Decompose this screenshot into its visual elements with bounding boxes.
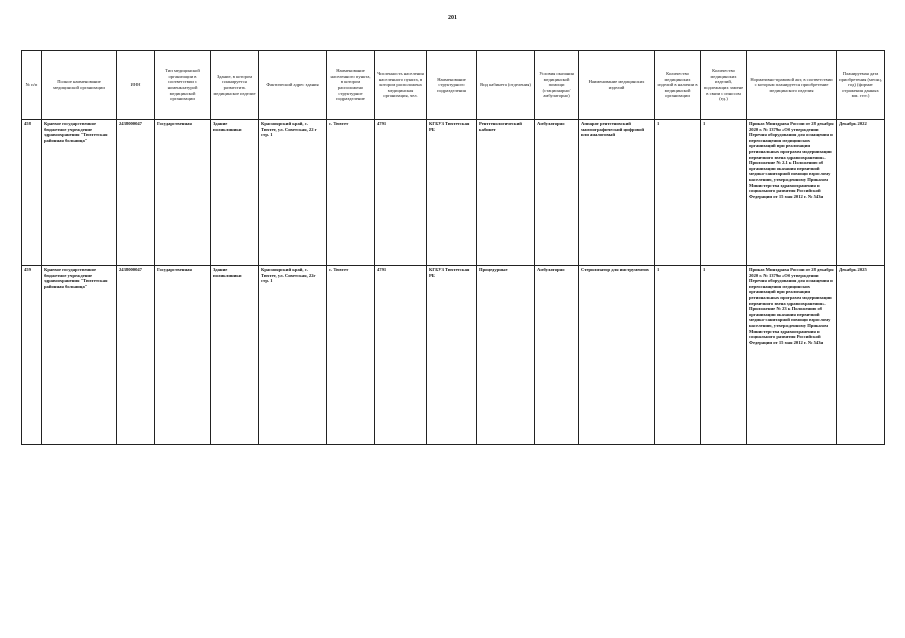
cell-legal-act: Приказ Минздрава России от 28 декабря 2020 г. № 1379н «Об утверждении Перечня оборудования для оснащения и переоснащения медицинских организаций при реализации региональных программ модернизации первичного звена здравоохранения». Приложение № 23 к Положению об организации оказания первичной медико-санитарной помощи взрослому населению, утвержденному Приказом Министерства здравоохранения и социального развития Российской Федерации от 15 мая 2012 г. № 543н	[747, 266, 837, 445]
cell-organization: Краевое государственное бюджетное учреждение здравоохранения "Тюхтетская районная больница"	[42, 120, 117, 266]
cell-org-type: Государственная	[155, 120, 211, 266]
cell-population: 4791	[375, 120, 427, 266]
cell-subdivision: КГБУЗ Тюхтетская РБ	[427, 120, 477, 266]
header-cell-inn: ИНН	[117, 51, 155, 120]
cell-address: Красноярский край, с. Тюхтет, ул. Советская, 22 г стр. 1	[259, 120, 327, 266]
header-cell-subdivision: Наименование структурного подразделения	[427, 51, 477, 120]
cell-locality: с. Тюхтет	[327, 266, 375, 445]
cell-number: 458	[22, 120, 42, 266]
table-row	[22, 120, 885, 266]
header-cell-address: Фактический адрес здания	[259, 51, 327, 120]
cell-legal-act: Приказ Минздрава России от 28 декабря 2020 г. № 1379н «Об утверждении Перечня оборудования для оснащения и переоснащения медицинских организаций при реализации региональных программ модернизации первичного звена здравоохранения». Приложение № 2.1 к Положению об организации оказания первичной медико-санитарной помощи взрослому населению, утвержденному Приказом Министерства здравоохранения и социального развития Российской Федерации от 15 мая 2012 г. № 543н	[747, 120, 837, 266]
cell-cabinet: Процедурные	[477, 266, 535, 445]
header-cell-qty-available: Количество медицинских изделий в наличии в медицинской организации	[655, 51, 701, 120]
header-cell-organization: Полное наименование медицинской организации	[42, 51, 117, 120]
header-cell-conditions: Условия оказания медицинской помощи (стационарно/ амбулаторно)	[535, 51, 579, 120]
header-cell-org-type: Тип медицинской организации в соответствии с номенклатурой медицинской организации	[155, 51, 211, 120]
header-cell-locality: Наименование населенного пункта, в котором расположено структурное подразделение	[327, 51, 375, 120]
page-number: 201	[448, 15, 457, 21]
cell-qty-available: 1	[655, 120, 701, 266]
cell-building: Здание поликлиники	[211, 266, 259, 445]
header-cell-building: Здание, в котором планируется разместить медицинское изделие	[211, 51, 259, 120]
cell-qty-replace: 1	[701, 266, 747, 445]
header-cell-legal-act: Нормативно-правовой акт, в соответствии с которым планируется приобретение медицинского изделия	[747, 51, 837, 120]
cell-inn: 2438000047	[117, 120, 155, 266]
header-cell-number: № п/п	[22, 51, 42, 120]
cell-date: Декабрь 2022	[837, 120, 885, 266]
equipment-register-table	[21, 50, 885, 445]
cell-org-type: Государственная	[155, 266, 211, 445]
cell-conditions: Амбулаторно	[535, 266, 579, 445]
header-cell-qty-replace: Количество медицинских изделий, подлежащих замене в связи с износом (ед.)	[701, 51, 747, 120]
header-cell-population: Численность населения населенного пункта, в котором расположена медицинская организация, чел.	[375, 51, 427, 120]
cell-organization: Краевое государственное бюджетное учреждение здравоохранения "Тюхтетская районная больница"	[42, 266, 117, 445]
table-header-row	[22, 51, 885, 120]
cell-cabinet: Рентгенологический кабинет	[477, 120, 535, 266]
cell-date: Декабрь 2025	[837, 266, 885, 445]
cell-building: Здание поликлиники	[211, 120, 259, 266]
cell-qty-available: 1	[655, 266, 701, 445]
cell-qty-replace: 1	[701, 120, 747, 266]
cell-device: Аппарат рентгеновский маммографический цифровой или аналоговый	[579, 120, 655, 266]
table-row	[22, 266, 885, 445]
cell-device: Стерилизатор для инструментов	[579, 266, 655, 445]
header-cell-device: Наименование медицинских изделий	[579, 51, 655, 120]
cell-subdivision: КГБУЗ Тюхтетская РБ	[427, 266, 477, 445]
cell-number: 459	[22, 266, 42, 445]
cell-address: Красноярский край, с. Тюхтет, ул. Советская, 22г стр. 1	[259, 266, 327, 445]
header-cell-date: Планируемая дата приобретения (месяц, год) (формат отражения данных мм. гггг.)	[837, 51, 885, 120]
cell-conditions: Амбулаторно	[535, 120, 579, 266]
cell-inn: 2438000047	[117, 266, 155, 445]
cell-population: 4791	[375, 266, 427, 445]
header-cell-cabinet: Вид кабинета (отделения)	[477, 51, 535, 120]
cell-locality: с. Тюхтет	[327, 120, 375, 266]
